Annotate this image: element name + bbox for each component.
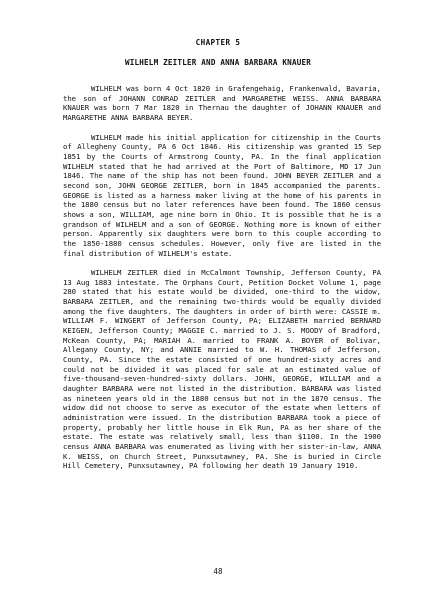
paragraph-birth: WILHELM was born 4 Oct 1820 in Grafengehaig, Frankenwald, Bavaria, the son of JOHANN CONRAD ZEITLER and MARGARETHE WEISS. ANNA BARBARA KNAUER was born 7 Mar 1820 in Thernau the daughter of JOHANN KNAUER and MARGARETHE ANNA BARBARA BEYER. [63,84,381,122]
page-number: 48 [213,567,223,576]
paragraph-citizenship: WILHELM made his initial application for citizenship in the Courts of Allegheny County, PA 6 Oct 1846. His citizenship was granted 15 Sep 1851 by the Courts of Armstrong County, PA. In the final application WILHELM stated that he had arrived at the Port of Baltimore, MD 17 Jun 1846. The name of the ship has not been found. JOHN BEYER ZEITLER and a second son, JOHN GEORGE ZEITLER, born in 1845 accompanied the parents. GEORGE is listed as a harness maker living at the home of his parents in the 1880 census but no later references have been found. The 1860 census shows a son, WILLIAM, age nine born in Ohio. It is possible that he is a grandson of WILHELM and a son of GEORGE. Nothing more is known of either person. Apparently six daughters were born to this couple according to the 1850-1880 census schedules. However, only five are listed in the final distribution of WILHELM's estate. [63,132,381,258]
chapter-title: WILHELM ZEITLER AND ANNA BARBARA KNAUER [124,58,312,67]
paragraph-estate: WILHELM ZEITLER died in McCalmont Township, Jefferson County, PA 13 Aug 1883 intestate. The Orphans Court, Petition Docket Volume 1, page 280 stated that his estate would be divided, one-third to the widow, BARBARA ZEITLER, and the remaining two-thirds would be equally divided among the five daughters. The daughters in order of birth were: CASSIE m. WILLIAM F. WINGERT of Jefferson County, PA; ELIZABETH married BERNARD KEIGEN, Jefferson County; MAGGIE C. married to J. S. MOODY of Bradford, McKean County, PA; MARIAH A. married to FRANK A. BOYER of Bolivar, Allegany County, NY; and ANNIE married to W. H. THOMAS of Jefferson, County, PA. Since the estate consisted of one hundred-sixty acres and could not be divided it was placed for sale at an estimated value of five-thousand-seven-hundred-sixty dollars. JOHN, GEORGE, WILLIAM and a daughter BARBARA were not listed in the distribution. BARBARA was listed as nineteen years old in the 1880 census but not in the 1870 census. The widow did not choose to serve as executor of the estate when letters of administration were issued. In the distribution BARBARA took a piece of property, probably her little house in Elk Run, PA as her share of the estate. The estate was relatively small, less than $1100. In the 1900 census ANNA BARBARA was enumerated as living with her sister-in-law, ANNA K. WEISS, on Church Street, Punxsutawney, PA. She is buried in Circle Hill Cemetery, Punxsutawney, PA following her death 19 January 1910. [63,268,381,471]
chapter-heading: CHAPTER 5 [195,38,241,47]
body-text [63,84,381,481]
